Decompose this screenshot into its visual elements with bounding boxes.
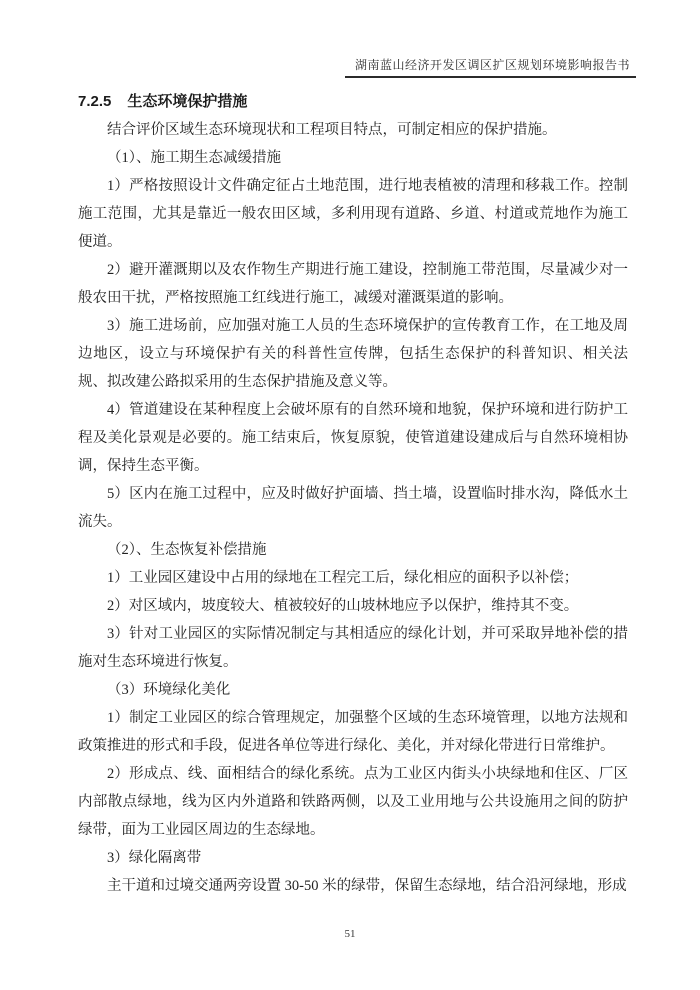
- page-footer: [0, 924, 700, 942]
- paragraph: 4）管道建设在某种程度上会破坏原有的自然环境和地貌，保护环境和进行防护工程及美化景观是必要的。施工结束后，恢复原貌，使管道建设建成后与自然环境相协调，保持生态平衡。: [78, 402, 628, 474]
- section-title: 生态环境保护措施: [127, 93, 248, 110]
- paragraph: 2）避开灌溉期以及农作物生产期进行施工建设，控制施工带范围，尽量减少对一般农田干扰，严格按照施工红线进行施工，减缓对灌溉渠道的影响。: [78, 262, 628, 306]
- paragraph: 1）严格按照设计文件确定征占土地范围，进行地表植被的清理和移栽工作。控制施工范围，尤其是靠近一般农田区域，多利用现有道路、乡道、村道或荒地作为施工便道。: [78, 178, 628, 250]
- paragraph: 1）工业园区建设中占用的绿地在工程完工后，绿化相应的面积予以补偿；: [107, 570, 579, 586]
- report-title-header: 湖南蓝山经济开发区调区扩区规划环境影响报告书: [345, 56, 636, 78]
- paragraph: 3）施工进场前，应加强对施工人员的生态环境保护的宣传教育工作，在工地及周边地区，设立与环境保护有关的科普性宣传牌，包括生态保护的科普知识、相关法规、拟改建公路拟采用的生态保护措施及意义等。: [78, 318, 628, 390]
- section-heading: [78, 88, 628, 116]
- subheading-construction-mitigation: （1）、施工期生态减缓措施: [107, 150, 281, 166]
- paragraph-intro: 结合评价区域生态环境现状和工程项目特点，可制定相应的保护措施。: [107, 122, 557, 138]
- section-number: 7.2.5: [78, 93, 112, 110]
- paragraph: 5）区内在施工过程中，应及时做好护面墙、挡土墙，设置临时排水沟，降低水土流失。: [78, 486, 628, 530]
- paragraph: 1）制定工业园区的综合管理规定，加强整个区域的生态环境管理，以地方法规和政策推进的形式和手段，促进各单位等进行绿化、美化，并对绿化带进行日常维护。: [78, 710, 628, 754]
- subheading-ecological-compensation: （2）、生态恢复补偿措施: [107, 542, 267, 558]
- paragraph: 主干道和过境交通两旁设置 30-50 米的绿带，保留生态绿地，结合沿河绿地，形成: [107, 878, 627, 894]
- page-header: [0, 56, 636, 78]
- paragraph: 3）针对工业园区的实际情况制定与其相适应的绿化计划，并可采取异地补偿的措施对生态环境进行恢复。: [78, 626, 628, 670]
- paragraph: 2）形成点、线、面相结合的绿化系统。点为工业区内街头小块绿地和住区、厂区内部散点绿地，线为区内外道路和铁路两侧，以及工业用地与公共设施用之间的防护绿带，面为工业园区周边的生态绿地。: [78, 766, 628, 838]
- subheading-greening-beautification: （3）环境绿化美化: [107, 682, 231, 698]
- subheading-green-buffer: 3）绿化隔离带: [107, 850, 202, 866]
- page-number: 51: [344, 928, 356, 940]
- paragraph: 2）对区域内，坡度较大、植被较好的山坡林地应予以保护，维持其不变。: [107, 598, 579, 614]
- document-content: [78, 88, 628, 900]
